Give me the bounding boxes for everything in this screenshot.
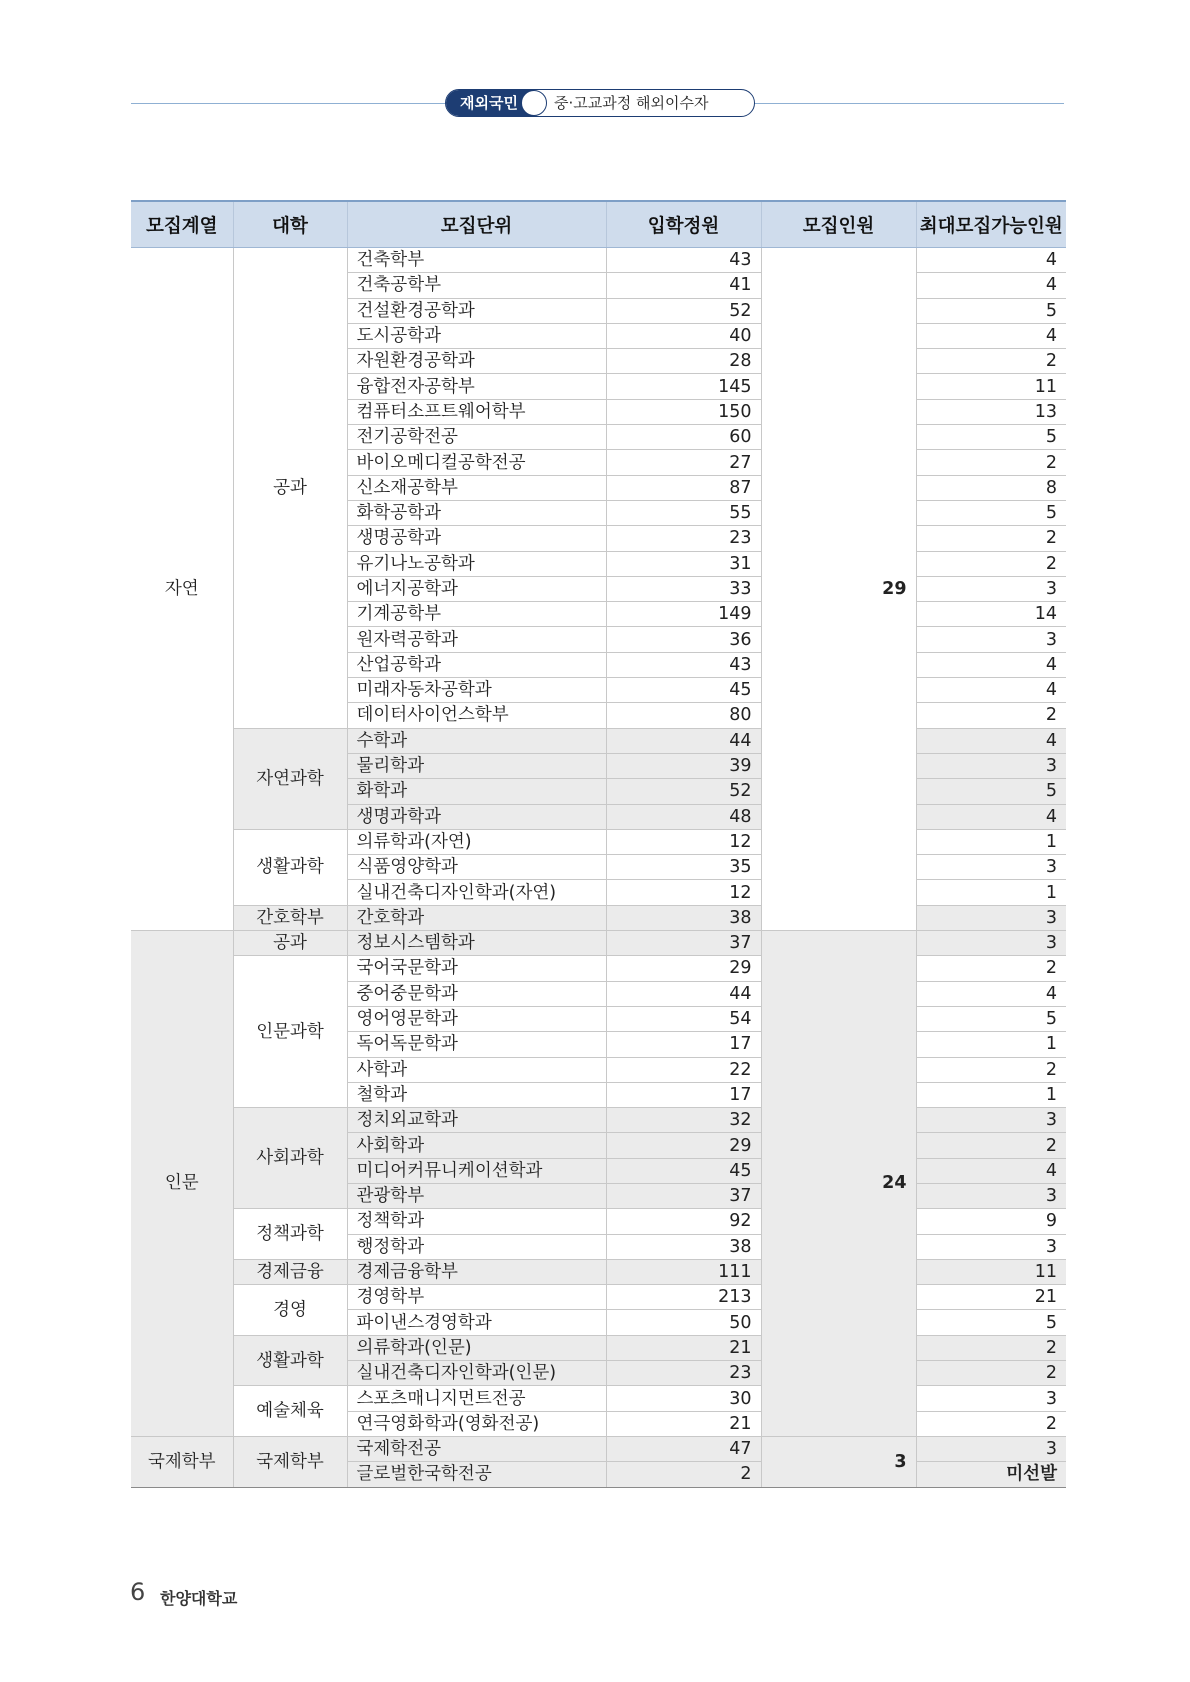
max-recruit-cell: 11 bbox=[916, 374, 1066, 399]
quota-cell: 37 bbox=[606, 931, 761, 956]
unit-cell: 산업공학과 bbox=[347, 652, 606, 677]
quota-cell: 48 bbox=[606, 804, 761, 829]
quota-cell: 54 bbox=[606, 1006, 761, 1031]
quota-cell: 39 bbox=[606, 753, 761, 778]
unit-cell: 미디어커뮤니케이션학과 bbox=[347, 1158, 606, 1183]
max-recruit-cell: 4 bbox=[916, 981, 1066, 1006]
unit-cell: 정보시스템학과 bbox=[347, 931, 606, 956]
max-recruit-cell: 11 bbox=[916, 1259, 1066, 1284]
max-recruit-cell: 3 bbox=[916, 905, 1066, 930]
max-recruit-cell: 4 bbox=[916, 804, 1066, 829]
college-cell: 생활과학 bbox=[233, 829, 347, 905]
max-recruit-cell: 1 bbox=[916, 880, 1066, 905]
admission-quota-table bbox=[131, 200, 1066, 1488]
max-recruit-cell: 4 bbox=[916, 248, 1066, 273]
unit-cell: 경영학부 bbox=[347, 1285, 606, 1310]
quota-cell: 87 bbox=[606, 475, 761, 500]
unit-cell: 관광학부 bbox=[347, 1183, 606, 1208]
quota-cell: 45 bbox=[606, 1158, 761, 1183]
table-row bbox=[131, 829, 1066, 854]
field-cell: 국제학부 bbox=[131, 1436, 233, 1487]
college-cell: 경영 bbox=[233, 1285, 347, 1336]
unit-cell: 에너지공학과 bbox=[347, 576, 606, 601]
quota-cell: 43 bbox=[606, 652, 761, 677]
unit-cell: 건축공학부 bbox=[347, 273, 606, 298]
unit-cell: 사회학과 bbox=[347, 1133, 606, 1158]
max-recruit-cell: 2 bbox=[916, 1057, 1066, 1082]
table-row bbox=[131, 1209, 1066, 1234]
table-body bbox=[131, 248, 1066, 1488]
max-recruit-cell: 5 bbox=[916, 1006, 1066, 1031]
college-cell: 인문과학 bbox=[233, 956, 347, 1108]
quota-cell: 80 bbox=[606, 703, 761, 728]
column-header: 모집인원 bbox=[761, 201, 916, 248]
table-row bbox=[131, 728, 1066, 753]
unit-cell: 화학과 bbox=[347, 779, 606, 804]
section-badge: 재외국민 bbox=[446, 90, 534, 116]
quota-cell: 52 bbox=[606, 779, 761, 804]
college-cell: 예술체육 bbox=[233, 1386, 347, 1437]
unit-cell: 간호학과 bbox=[347, 905, 606, 930]
quota-cell: 35 bbox=[606, 855, 761, 880]
header-rule-right bbox=[754, 103, 1064, 104]
unit-cell: 의류학과(인문) bbox=[347, 1335, 606, 1360]
table-row bbox=[131, 1108, 1066, 1133]
table-row bbox=[131, 1259, 1066, 1284]
quota-cell: 41 bbox=[606, 273, 761, 298]
section-header-pill bbox=[445, 89, 755, 117]
max-recruit-cell: 21 bbox=[916, 1285, 1066, 1310]
unit-cell: 기계공학부 bbox=[347, 602, 606, 627]
table-row bbox=[131, 905, 1066, 930]
quota-cell: 33 bbox=[606, 576, 761, 601]
unit-cell: 정치외교학과 bbox=[347, 1108, 606, 1133]
unit-cell: 실내건축디자인학과(인문) bbox=[347, 1361, 606, 1386]
unit-cell: 중어중문학과 bbox=[347, 981, 606, 1006]
max-recruit-cell: 14 bbox=[916, 602, 1066, 627]
unit-cell: 글로벌한국학전공 bbox=[347, 1462, 606, 1487]
unit-cell: 융합전자공학부 bbox=[347, 374, 606, 399]
max-recruit-cell: 2 bbox=[916, 1361, 1066, 1386]
max-recruit-cell: 4 bbox=[916, 678, 1066, 703]
unit-cell: 독어독문학과 bbox=[347, 1032, 606, 1057]
max-recruit-cell: 5 bbox=[916, 779, 1066, 804]
unit-cell: 국어국문학과 bbox=[347, 956, 606, 981]
unit-cell: 생명공학과 bbox=[347, 526, 606, 551]
max-recruit-cell: 3 bbox=[916, 931, 1066, 956]
max-recruit-cell: 5 bbox=[916, 298, 1066, 323]
unit-cell: 실내건축디자인학과(자연) bbox=[347, 880, 606, 905]
quota-cell: 30 bbox=[606, 1386, 761, 1411]
quota-cell: 38 bbox=[606, 1234, 761, 1259]
college-cell: 생활과학 bbox=[233, 1335, 347, 1386]
max-recruit-cell: 3 bbox=[916, 627, 1066, 652]
unit-cell: 바이오메디컬공학전공 bbox=[347, 450, 606, 475]
max-recruit-cell: 2 bbox=[916, 703, 1066, 728]
unit-cell: 식품영양학과 bbox=[347, 855, 606, 880]
quota-cell: 2 bbox=[606, 1462, 761, 1487]
college-cell: 공과 bbox=[233, 931, 347, 956]
max-recruit-cell: 1 bbox=[916, 829, 1066, 854]
unit-cell: 화학공학과 bbox=[347, 500, 606, 525]
college-cell: 경제금융 bbox=[233, 1259, 347, 1284]
quota-cell: 52 bbox=[606, 298, 761, 323]
quota-cell: 111 bbox=[606, 1259, 761, 1284]
unit-cell: 철학과 bbox=[347, 1082, 606, 1107]
unit-cell: 의류학과(자연) bbox=[347, 829, 606, 854]
unit-cell: 자원환경공학과 bbox=[347, 349, 606, 374]
table-row bbox=[131, 1335, 1066, 1360]
max-recruit-cell: 2 bbox=[916, 450, 1066, 475]
quota-cell: 23 bbox=[606, 526, 761, 551]
quota-cell: 47 bbox=[606, 1436, 761, 1461]
unit-cell: 영어영문학과 bbox=[347, 1006, 606, 1031]
unit-cell: 연극영화학과(영화전공) bbox=[347, 1411, 606, 1436]
max-recruit-cell: 3 bbox=[916, 1183, 1066, 1208]
quota-cell: 27 bbox=[606, 450, 761, 475]
quota-cell: 21 bbox=[606, 1411, 761, 1436]
unit-cell: 유기나노공학과 bbox=[347, 551, 606, 576]
quota-cell: 29 bbox=[606, 1133, 761, 1158]
max-recruit-cell: 2 bbox=[916, 956, 1066, 981]
max-recruit-cell: 5 bbox=[916, 500, 1066, 525]
unit-cell: 파이낸스경영학과 bbox=[347, 1310, 606, 1335]
max-recruit-cell: 3 bbox=[916, 576, 1066, 601]
quota-cell: 17 bbox=[606, 1082, 761, 1107]
unit-cell: 신소재공학부 bbox=[347, 475, 606, 500]
quota-cell: 45 bbox=[606, 678, 761, 703]
unit-cell: 미래자동차공학과 bbox=[347, 678, 606, 703]
quota-cell: 44 bbox=[606, 728, 761, 753]
quota-cell: 21 bbox=[606, 1335, 761, 1360]
unit-cell: 수학과 bbox=[347, 728, 606, 753]
table-row bbox=[131, 931, 1066, 956]
column-header: 입학정원 bbox=[606, 201, 761, 248]
unit-cell: 생명과학과 bbox=[347, 804, 606, 829]
max-recruit-cell: 미선발 bbox=[916, 1462, 1066, 1487]
college-cell: 공과 bbox=[233, 248, 347, 729]
university-name: 한양대학교 bbox=[160, 1589, 238, 1608]
quota-cell: 38 bbox=[606, 905, 761, 930]
college-cell: 자연과학 bbox=[233, 728, 347, 829]
max-recruit-cell: 1 bbox=[916, 1082, 1066, 1107]
max-recruit-cell: 8 bbox=[916, 475, 1066, 500]
max-recruit-cell: 2 bbox=[916, 551, 1066, 576]
college-cell: 사회과학 bbox=[233, 1108, 347, 1209]
recruit-count-cell: 3 bbox=[761, 1436, 916, 1487]
header-rule-left bbox=[131, 103, 445, 104]
column-header: 모집단위 bbox=[347, 201, 606, 248]
college-cell: 간호학부 bbox=[233, 905, 347, 930]
max-recruit-cell: 5 bbox=[916, 425, 1066, 450]
unit-cell: 건축학부 bbox=[347, 248, 606, 273]
unit-cell: 전기공학전공 bbox=[347, 425, 606, 450]
college-cell: 정책과학 bbox=[233, 1209, 347, 1260]
quota-cell: 60 bbox=[606, 425, 761, 450]
max-recruit-cell: 4 bbox=[916, 728, 1066, 753]
unit-cell: 정책학과 bbox=[347, 1209, 606, 1234]
table-row bbox=[131, 248, 1066, 273]
max-recruit-cell: 2 bbox=[916, 1335, 1066, 1360]
quota-cell: 12 bbox=[606, 829, 761, 854]
max-recruit-cell: 5 bbox=[916, 1310, 1066, 1335]
quota-cell: 28 bbox=[606, 349, 761, 374]
column-header: 최대모집가능인원 bbox=[916, 201, 1066, 248]
quota-cell: 150 bbox=[606, 399, 761, 424]
max-recruit-cell: 4 bbox=[916, 652, 1066, 677]
section-subtitle: 중·고교과정 해외이수자 bbox=[554, 94, 709, 112]
max-recruit-cell: 1 bbox=[916, 1032, 1066, 1057]
quota-cell: 149 bbox=[606, 602, 761, 627]
quota-cell: 23 bbox=[606, 1361, 761, 1386]
unit-cell: 행정학과 bbox=[347, 1234, 606, 1259]
unit-cell: 국제학전공 bbox=[347, 1436, 606, 1461]
quota-cell: 40 bbox=[606, 323, 761, 348]
column-header: 모집계열 bbox=[131, 201, 233, 248]
quota-cell: 31 bbox=[606, 551, 761, 576]
max-recruit-cell: 13 bbox=[916, 399, 1066, 424]
page-number: 6 bbox=[130, 1578, 146, 1606]
unit-cell: 데이터사이언스학부 bbox=[347, 703, 606, 728]
quota-cell: 17 bbox=[606, 1032, 761, 1057]
max-recruit-cell: 3 bbox=[916, 1234, 1066, 1259]
quota-cell: 50 bbox=[606, 1310, 761, 1335]
max-recruit-cell: 3 bbox=[916, 1108, 1066, 1133]
max-recruit-cell: 3 bbox=[916, 753, 1066, 778]
table-row bbox=[131, 1285, 1066, 1310]
unit-cell: 사학과 bbox=[347, 1057, 606, 1082]
table-row bbox=[131, 956, 1066, 981]
max-recruit-cell: 2 bbox=[916, 349, 1066, 374]
unit-cell: 경제금융학부 bbox=[347, 1259, 606, 1284]
max-recruit-cell: 3 bbox=[916, 1386, 1066, 1411]
quota-cell: 55 bbox=[606, 500, 761, 525]
quota-cell: 213 bbox=[606, 1285, 761, 1310]
table-row bbox=[131, 1436, 1066, 1461]
column-header: 대학 bbox=[233, 201, 347, 248]
quota-cell: 44 bbox=[606, 981, 761, 1006]
max-recruit-cell: 4 bbox=[916, 1158, 1066, 1183]
unit-cell: 원자력공학과 bbox=[347, 627, 606, 652]
unit-cell: 건설환경공학과 bbox=[347, 298, 606, 323]
max-recruit-cell: 9 bbox=[916, 1209, 1066, 1234]
field-cell: 인문 bbox=[131, 931, 233, 1437]
unit-cell: 컴퓨터소프트웨어학부 bbox=[347, 399, 606, 424]
max-recruit-cell: 3 bbox=[916, 1436, 1066, 1461]
table-header-row bbox=[131, 201, 1066, 248]
unit-cell: 도시공학과 bbox=[347, 323, 606, 348]
recruit-count-cell: 24 bbox=[761, 931, 916, 1437]
max-recruit-cell: 3 bbox=[916, 855, 1066, 880]
quota-cell: 29 bbox=[606, 956, 761, 981]
quota-cell: 145 bbox=[606, 374, 761, 399]
quota-cell: 37 bbox=[606, 1183, 761, 1208]
quota-cell: 43 bbox=[606, 248, 761, 273]
max-recruit-cell: 2 bbox=[916, 1411, 1066, 1436]
unit-cell: 스포츠매니지먼트전공 bbox=[347, 1386, 606, 1411]
quota-cell: 22 bbox=[606, 1057, 761, 1082]
quota-cell: 12 bbox=[606, 880, 761, 905]
table-row bbox=[131, 1386, 1066, 1411]
unit-cell: 물리학과 bbox=[347, 753, 606, 778]
max-recruit-cell: 4 bbox=[916, 273, 1066, 298]
college-cell: 국제학부 bbox=[233, 1436, 347, 1487]
quota-cell: 92 bbox=[606, 1209, 761, 1234]
max-recruit-cell: 2 bbox=[916, 526, 1066, 551]
max-recruit-cell: 2 bbox=[916, 1133, 1066, 1158]
quota-cell: 36 bbox=[606, 627, 761, 652]
recruit-count-cell: 29 bbox=[761, 248, 916, 931]
max-recruit-cell: 4 bbox=[916, 323, 1066, 348]
quota-cell: 32 bbox=[606, 1108, 761, 1133]
field-cell: 자연 bbox=[131, 248, 233, 931]
